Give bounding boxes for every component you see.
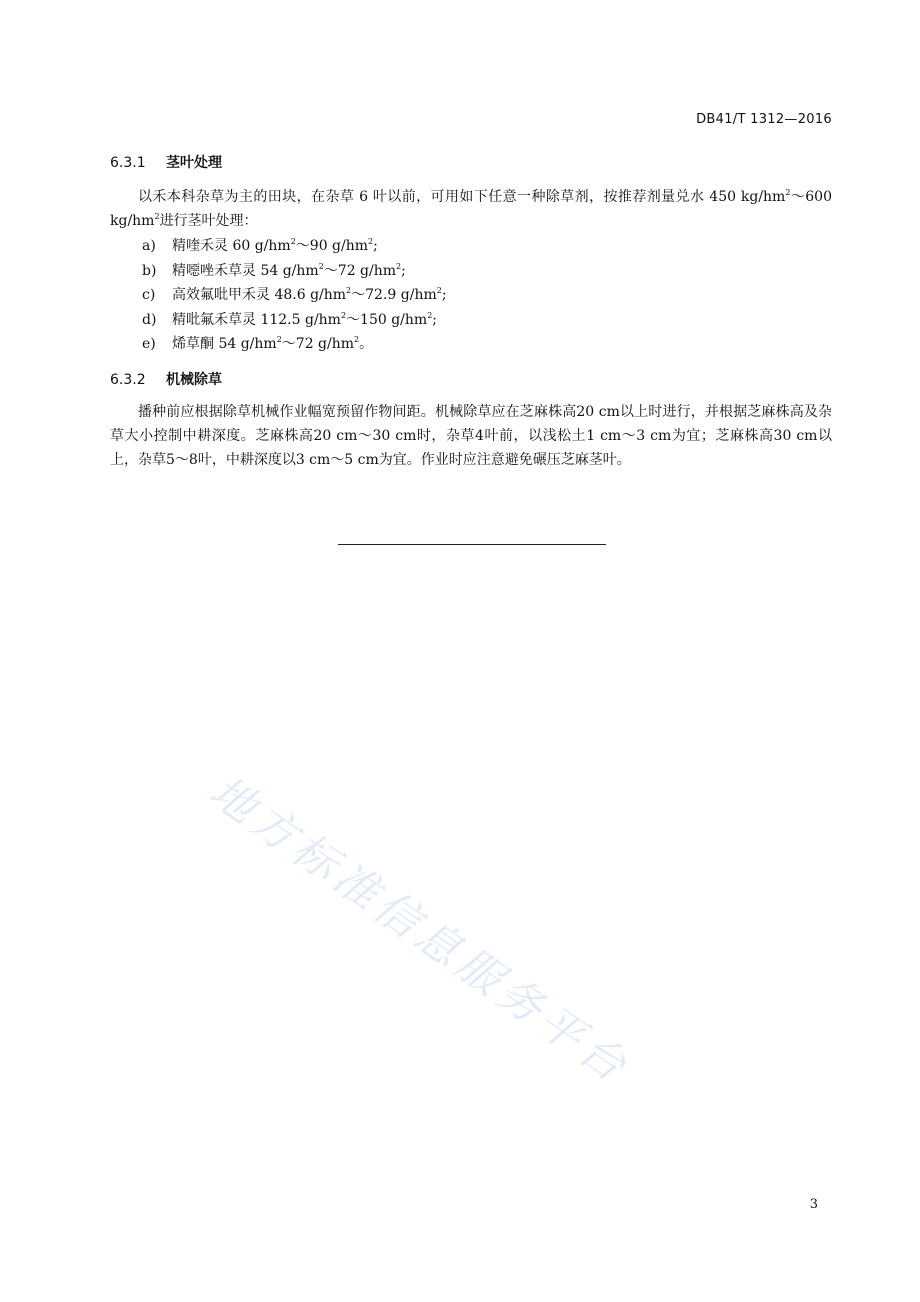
list-marker: e)	[142, 336, 156, 352]
list-item	[142, 308, 447, 333]
page-number: 3	[809, 1197, 818, 1212]
list-marker: d)	[142, 311, 157, 328]
list-item	[142, 283, 447, 308]
list-item-text: 烯草酮 54 $g/hm^2\sim 72$ $g/hm^2$。	[172, 335, 374, 352]
watermark-text: 地方标准信息服务平台	[200, 766, 640, 1095]
list-item-text: 精吡氟禾草灵 112.5 $g/hm^2\sim 150$ $g/hm^2$;	[172, 310, 438, 328]
list-item-text: 精噁唑禾草灵 54 $g/hm^2\sim 72$ $g/hm^2$;	[172, 261, 406, 279]
list-item	[142, 332, 447, 357]
section-number: 6.3.2	[110, 372, 146, 388]
list-marker: a)	[142, 238, 156, 254]
section-heading-6-3-1	[110, 152, 222, 172]
standard-code: DB41/T 1312—2016	[696, 112, 832, 127]
list-item-text: 精喹禾灵 60 $g/hm^2\sim 90$ $g/hm^2$;	[172, 237, 378, 254]
section-number: 6.3.1	[110, 155, 146, 171]
section-paragraph-stem-leaf: 以禾本科杂草为主的田块，在杂草 6 叶以前，可用如下任意一种除草剂，按推荐剂量兑水 450 $kg/hm^2\sim 600$ $kg/hm^2$进行茎叶处理：	[110, 188, 832, 229]
herbicide-list	[142, 234, 447, 357]
list-item-text: 高效氟吡甲禾灵 48.6 $g/hm^2\sim 72.9$ $g/hm^2$;	[172, 286, 447, 303]
section-title: 机械除草	[166, 372, 222, 388]
list-marker: c)	[142, 287, 156, 303]
section-paragraph-mechanical: 播种前应根据除草机械作业幅宽预留作物间距。机械除草应在芝麻株高20 cm以上时进行，并根据芝麻株高及杂草大小控制中耕深度。芝麻株高20 cm～30 cm时，杂草4叶前，以浅松土1 cm～3 cm为宜；芝麻株高30 cm以上，杂草5～8叶，中耕深度以3 cm～5 cm为宜。作业时应注意避免碾压芝麻茎叶。	[110, 404, 832, 468]
section-heading-6-3-2	[110, 369, 222, 389]
end-of-document-rule	[338, 544, 606, 545]
list-item	[142, 234, 447, 259]
section-title: 茎叶处理	[166, 155, 222, 171]
list-marker: b)	[142, 262, 157, 279]
list-item	[142, 259, 447, 284]
